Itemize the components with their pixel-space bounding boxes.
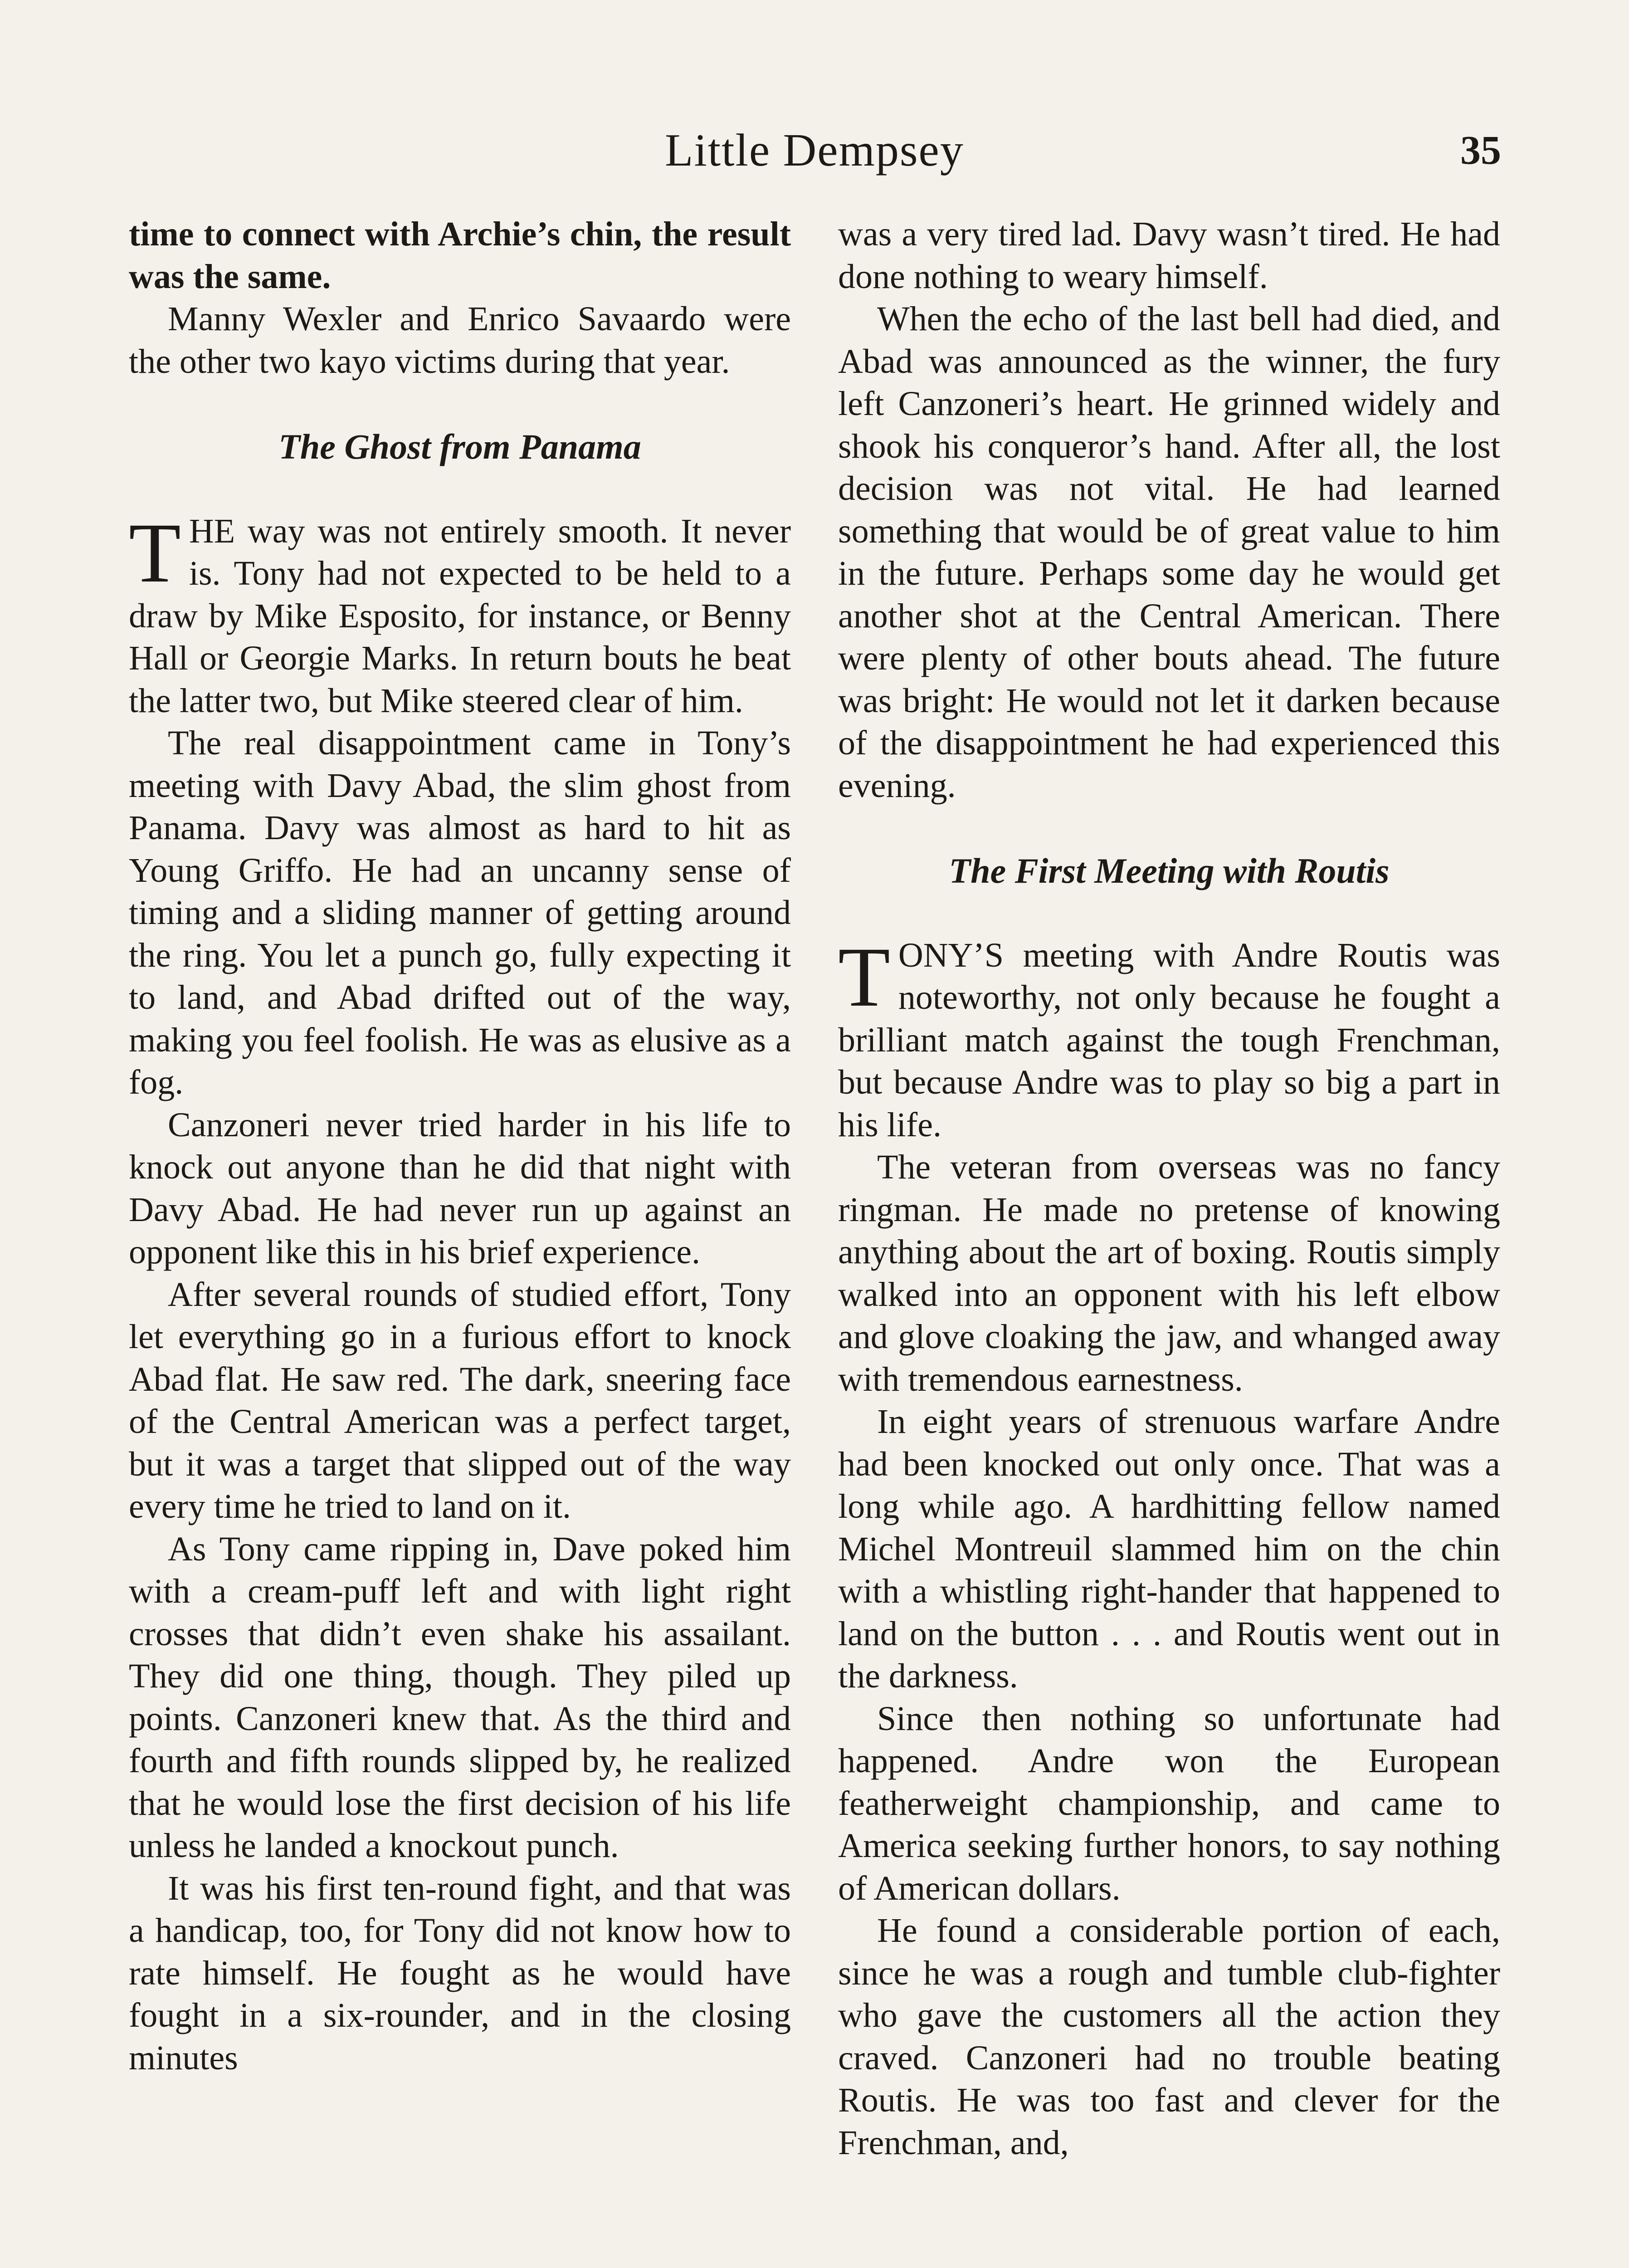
paragraph: After several rounds of studied effort, Tony let everything go in a furious effort to knock Abad flat. He saw red. The dark, sneering face of the Central American was a perfect target, but it was a target that slipped out of the way every time he tried to land on it. (129, 1275, 791, 1525)
left-column (129, 213, 791, 2079)
paragraph: When the echo of the last bell had died, and Abad was announced as the winner, the fury left Canzoneri’s heart. He grinned widely and shook his conqueror’s hand. After all, the lost decision was not vital. He had learned something that would be of great value to him in the future. Perhaps some day he would get another shot at the Central American. There were plenty of other bouts ahead. The future was bright: He would not let it darken because of the disappointment he had experienced this evening. (838, 300, 1500, 805)
paragraph: Canzoneri never tried harder in his life to knock out anyone than he did that night with Davy Abad. He had never run up against an opponent like this in his brief experience. (129, 1105, 791, 1271)
paragraph: He found a considerable portion of each, since he was a rough and tumble club-fighter who gave the customers all the action they craved. Canzoneri had no trouble beating Routis. He was too fast and clever for the Frenchman, and, (838, 1911, 1500, 2162)
running-title: Little Dempsey (665, 125, 964, 176)
paragraph-with-dropcap (838, 929, 1500, 1147)
paragraph: was a very tired lad. Davy wasn’t tired. He had done nothing to weary himself. (838, 215, 1500, 296)
paragraph-text: ONY’S meeting with Andre Routis was noteworthy, not only because he fought a brilliant match against the tough Frenchman, but because Andre was to play so big a part in his life. (838, 936, 1500, 1144)
paragraph: Since then nothing so unfortunate had happened. Andre won the European featherweight championship, and came to America seeking further honors, to say nothing of American dollars. (838, 1699, 1500, 1907)
drop-cap: T (838, 929, 890, 1024)
paragraph-text: HE way was not entirely smooth. It never is. Tony had not expected to be held to a draw by Mike Esposito, for instance, or Benny Hall or Georgie Marks. In return bouts he beat the latter two, but Mike steered clear of him. (129, 512, 791, 720)
paragraph: It was his first ten-round fight, and that was a handicap, too, for Tony did not know how to rate himself. He fought as he would have fought in a six-rounder, and in the closing minutes (129, 1869, 791, 2077)
paragraph: time to connect with Archie’s chin, the result was the same. (129, 215, 791, 296)
paragraph: In eight years of strenuous warfare Andre had been knocked out only once. That was a long while ago. A hardhitting fellow named Michel Montreuil slammed him on the chin with a whistling right-hander that happened to land on the button . . . and Routis went out in the darkness. (838, 1403, 1500, 1695)
paragraph: Manny Wexler and Enrico Savaardo were the other two kayo victims during that year. (129, 300, 791, 381)
section-heading: The Ghost from Panama (278, 426, 641, 466)
running-head (0, 119, 1629, 182)
paragraph: As Tony came ripping in, Dave poked him with a cream-puff left and with light right crosses that didn’t even shake his assailant. They did one thing, though. They piled up points. Canzoneri knew that. As the third and fourth and fifth rounds slipped by, he realized that he would lose the first decision of his life unless he landed a knockout punch. (129, 1530, 791, 1865)
paragraph: The real disappointment came in Tony’s meeting with Davy Abad, the slim ghost from Panama. Davy was almost as hard to hit as Young Griffo. He had an uncanny sense of timing and a sliding manner of getting around the ring. You let a punch go, fully expecting it to land, and Abad drifted out of the way, making you feel foolish. He was as elusive as a fog. (129, 724, 791, 1101)
paragraph-with-dropcap (129, 505, 791, 723)
paragraph: The veteran from overseas was no fancy ringman. He made no pretense of knowing anything about the art of boxing. Routis simply walked into an opponent with his left elbow and glove cloaking the jaw, and whanged away with tremendous earnestness. (838, 1148, 1500, 1398)
page-number: 35 (1460, 128, 1501, 173)
section-heading: The First Meeting with Routis (949, 850, 1390, 890)
drop-cap: T (129, 505, 181, 600)
right-column (838, 213, 1500, 2164)
